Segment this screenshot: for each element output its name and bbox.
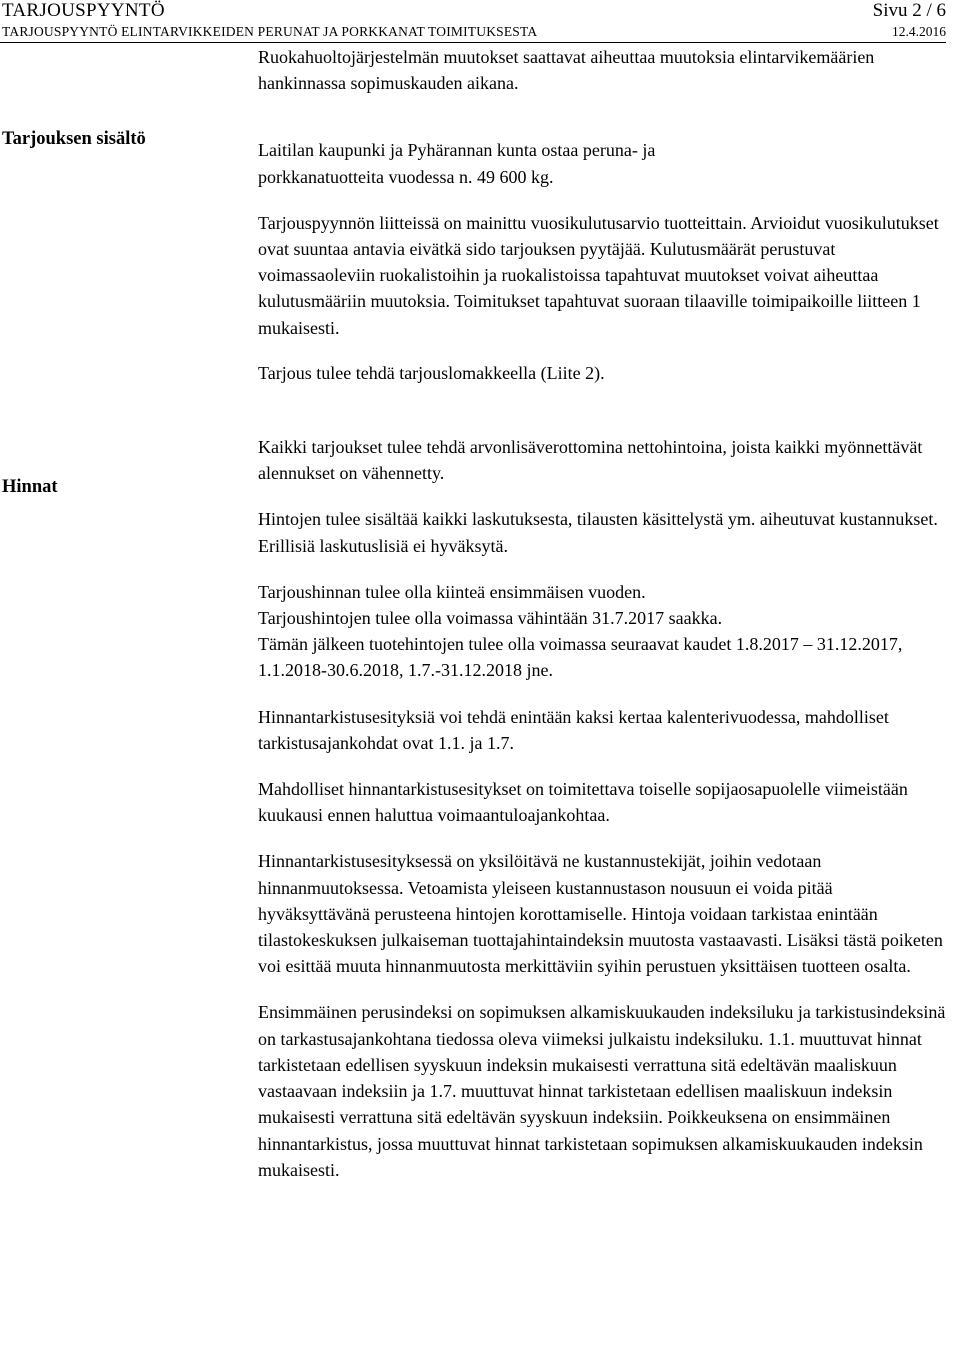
- page-number: Sivu 2 / 6: [872, 0, 946, 21]
- paragraph-quantity: Laitilan kaupunki ja Pyhärannan kunta ostaa peruna- ja porkkanatuotteita vuodessa n. 49 600 kg.: [258, 140, 656, 187]
- page-header: [0, 0, 960, 44]
- paragraph-consumption: Tarjouspyynnön liitteissä on mainittu vuosikulutusarvio tuotteittain. Arvioidut vuosikulutukset ovat suuntaa antavia eivätkä sido tarjouksen pyytäjää. Kulutusmäärät perustuvat voimassaoleviin ruokalistoihin ja ruokalistoissa tapahtuvat muutokset voivat aiheuttaa kulutusmääriin muutoksia. Toimitukset tapahtuvat suoraan tilaaville toimipaikoille liitteen 1 mukaisesti.: [258, 212, 939, 338]
- document-title: TARJOUSPYYNTÖ: [2, 0, 165, 21]
- document-body: [258, 44, 948, 1183]
- paragraph-net-prices: Kaikki tarjoukset tulee tehdä arvonlisäverottomina nettohintoina, joista kaikki myönnettävät alennukset on vähennetty.: [258, 437, 923, 484]
- section-label-content: Tarjouksen sisältö: [2, 129, 146, 149]
- paragraph-revision-factors: Hinnantarkistusesityksessä on yksilöitävä ne kustannustekijät, joihin vedotaan hinnanmuutoksessa. Vetoamista yleiseen kustannustason nousuun ei voida pitää hyväksyttävänä perusteena hintojen korottamiselle. Hintoja voidaan tarkistaa enintään tilastokeskuksen julkaiseman tuottajahintaindeksin muutosta vastaavasti. Lisäksi tästä poiketen voi esittää muuta hinnanmuutosta merkittäviin syihin perustuen yksittäisen tuotteen osalta.: [258, 851, 943, 977]
- paragraph-offer-form: Tarjous tulee tehdä tarjouslomakkeella (Liite 2).: [258, 362, 605, 383]
- paragraph-price-periods: Tämän jälkeen tuotehintojen tulee olla voimassa seuraavat kaudet 1.8.2017 – 31.12.2017, 1.1.2018-30.6.2018, 1.7.-31.12.2018 jne.: [258, 634, 903, 681]
- paragraph-revision-frequency: Hinnantarkistusesityksiä voi tehdä enintään kaksi kertaa kalenterivuodessa, mahdolliset tarkistusajankohdat ovat 1.1. ja 1.7.: [258, 706, 889, 753]
- paragraph-intro: Ruokahuoltojärjestelmän muutokset saattavat aiheuttaa muutoksia elintarvikemäärien hankinnassa sopimuskauden aikana.: [258, 47, 875, 94]
- paragraph-index: Ensimmäinen perusindeksi on sopimuksen alkamiskuukauden indeksiluku ja tarkistusindeksinä on tarkastusajankohtana tiedossa oleva viimeksi julkaistu indeksiluku. 1.1. muuttuvat hinnat tarkistetaan edellisen syyskuun indeksin mukaisesti verrattuna sitä edeltävän maaliskuun vastaavaan indeksiin ja 1.7. muuttuvat hinnat tarkistetaan edellisen maaliskuun indeksin mukaisesti verrattuna sitä edeltävän syyskuun indeksiin. Poikkeuksena on ensimmäinen hinnantarkistus, jossa muuttuvat hinnat tarkistetaan sopimuksen alkamiskuukauden indeksin mukaisesti.: [258, 1002, 946, 1180]
- paragraph-price-inclusions: Hintojen tulee sisältää kaikki laskutuksesta, tilausten käsittelystä ym. aiheutuvat kustannukset. Erillisiä laskutuslisiä ei hyväksytä.: [258, 509, 938, 556]
- section-label-prices: Hinnat: [2, 477, 58, 497]
- paragraph-price-validity: Tarjoushintojen tulee olla voimassa vähintään 31.7.2017 saakka.: [258, 608, 723, 629]
- paragraph-revision-notice: Mahdolliset hinnantarkistusesitykset on toimitettava toiselle sopijaosapuolelle viimeistään kuukausi ennen haluttua voimaantuloajankohtaa.: [258, 779, 908, 826]
- header-divider: [0, 42, 946, 43]
- paragraph-fixed-price: Tarjoushinnan tulee olla kiinteä ensimmäisen vuoden.: [258, 581, 646, 602]
- document-subtitle: TARJOUSPYYNTÖ ELINTARVIKKEIDEN PERUNAT JA PORKKANAT TOIMITUKSESTA: [2, 24, 538, 39]
- document-date: 12.4.2016: [892, 24, 946, 39]
